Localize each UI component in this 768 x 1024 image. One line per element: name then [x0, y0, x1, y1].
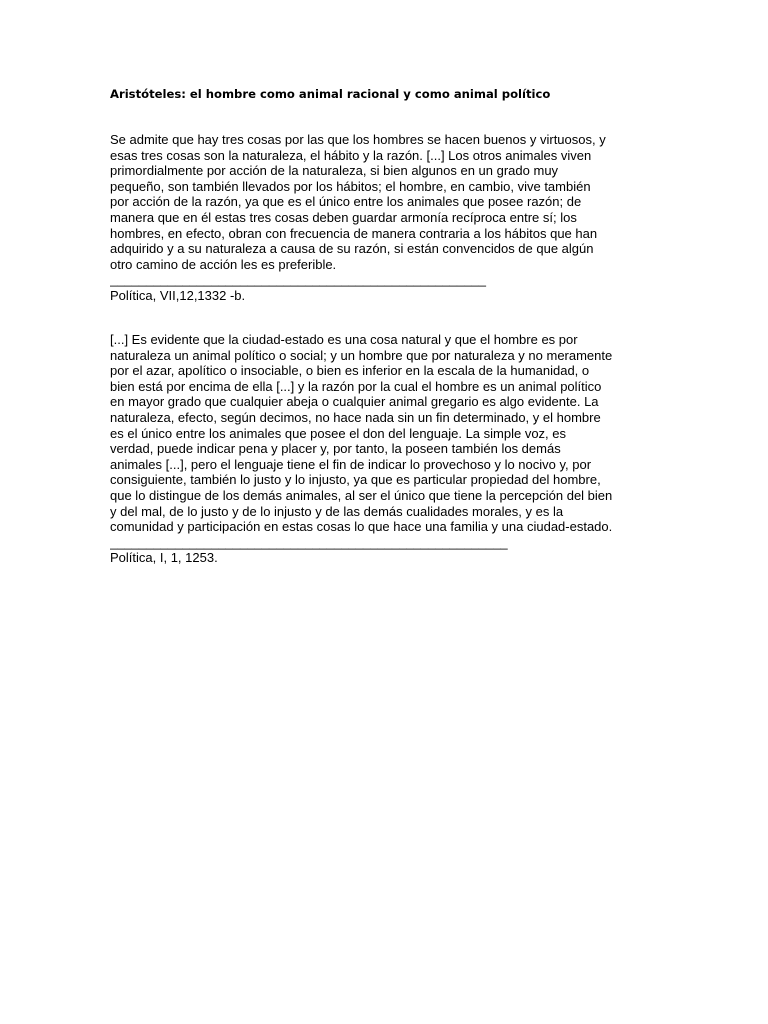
passage-line: consiguiente, también lo justo y lo injusto, ya que es particular propiedad del hombre,: [110, 472, 601, 488]
passage-line: que lo distingue de los demás animales, al ser el único que tiene la percepción del bien: [110, 487, 613, 503]
passage-line: verdad, puede indicar pena y placer y, por tanto, la poseen también los demás: [110, 441, 561, 457]
passage-line: esas tres cosas son la naturaleza, el hábito y la razón. [...] Los otros animales viven: [110, 147, 592, 163]
citation-rule: ____________________________________________________: [110, 272, 486, 288]
passage-virtue: [110, 132, 680, 304]
passage-line: bien está por encima de ella [...] y la razón por la cual el hombre es un animal político: [110, 378, 602, 394]
passage-line: pequeño, son también llevados por los hábitos; el hombre, en cambio, vive también: [110, 178, 591, 194]
passage-political-animal: [110, 332, 680, 566]
passage-line: naturaleza un animal político o social; y un hombre que por naturaleza y no meramente: [110, 347, 613, 363]
passage-line: [...] Es evidente que la ciudad-estado es una cosa natural y que el hombre es por: [110, 332, 578, 347]
passage-line: Se admite que hay tres cosas por las que los hombres se hacen buenos y virtuosos, y: [110, 132, 606, 147]
passage-line: naturaleza, efecto, según decimos, no hace nada sin un fin determinado, y el hombre: [110, 409, 601, 425]
passage-line: adquirido y a su naturaleza a causa de su razón, si están convencidos de que algún: [110, 241, 594, 257]
passage-line: primordialmente por acción de la naturaleza, si bien algunos en un grado muy: [110, 163, 559, 179]
passage-line: por acción de la razón, ya que es el único entre los animales que posee razón; de: [110, 194, 582, 210]
citation: Política, I, 1, 1253.: [110, 550, 218, 566]
passage-line: por el azar, apolítico o insociable, o bien es inferior en la escala de la humanidad, o: [110, 363, 590, 379]
passage-line: hombres, en efecto, obran con frecuencia de manera contraria a los hábitos que han: [110, 225, 598, 241]
passage-line: es el único entre los animales que posee el don del lenguaje. La simple voz, es: [110, 425, 567, 441]
passage-line: comunidad y participación en estas cosas lo que hace una familia y una ciudad-estado.: [110, 519, 613, 535]
passage-line: animales [...], pero el lenguaje tiene el fin de indicar lo provechoso y lo nocivo y, por: [110, 456, 592, 472]
passage-line: otro camino de acción les es preferible.: [110, 256, 337, 272]
passage-line: y del mal, de lo justo y de lo injusto y de las demás cualidades morales, y es la: [110, 503, 564, 519]
passage-line: en mayor grado que cualquier abeja o cualquier animal gregario es algo evidente. La: [110, 394, 599, 410]
citation: Política, VII,12,1332 -b.: [110, 287, 246, 303]
document-title: Aristóteles: el hombre como animal racional y como animal político: [110, 87, 551, 101]
citation-rule: _______________________________________________________: [110, 534, 508, 550]
passage-line: manera que en él estas tres cosas deben guardar armonía recíproca entre sí; los: [110, 209, 577, 225]
